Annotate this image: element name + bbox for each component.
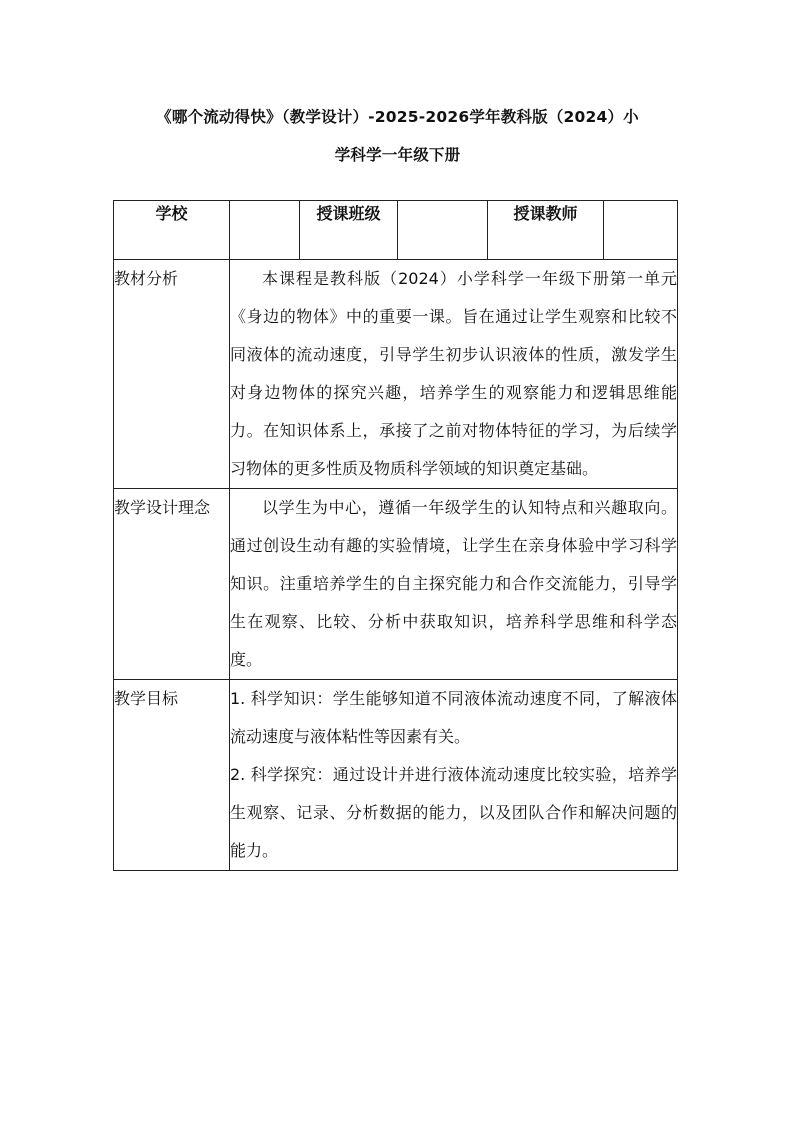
class-label: 授课班级 <box>300 201 398 260</box>
teacher-label: 授课教师 <box>488 201 604 260</box>
analysis-text: 本课程是教科版（2024）小学科学一年级下册第一单元《身边的物体》中的重要一课。旨在通过让学生观察和比较不同液体的流动速度，引导学生初步认识液体的性质，激发学生对身边物体的探究兴趣，培养学生的观察能力和逻辑思维能力。在知识体系上，承接了之前对物体特征的学习，为后续学习物体的更多性质及物质科学领域的知识奠定基础。 <box>230 269 677 478</box>
header-row <box>114 201 678 260</box>
title-line-2: 学科学一年级下册 <box>334 146 461 164</box>
analysis-row <box>114 260 678 489</box>
school-value <box>230 201 300 260</box>
analysis-label: 教材分析 <box>114 260 230 489</box>
lesson-plan-table <box>113 200 678 871</box>
class-value <box>398 201 488 260</box>
goal-item-2: 2. 科学探究：通过设计并进行液体流动速度比较实验，培养学生观察、记录、分析数据的能力，以及团队合作和解决问题的能力。 <box>230 765 677 860</box>
teacher-value <box>604 201 678 260</box>
school-label: 学校 <box>114 201 230 260</box>
goal-item-1: 1. 科学知识：学生能够知道不同液体流动速度不同，了解液体流动速度与液体粘性等因素有关。 <box>230 689 677 746</box>
philosophy-row <box>114 489 678 680</box>
goals-cell <box>230 680 678 871</box>
analysis-cell <box>230 260 678 489</box>
goals-row <box>114 680 678 871</box>
philosophy-text: 以学生为中心，遵循一年级学生的认知特点和兴趣取向。通过创设生动有趣的实验情境，让学生在亲身体验中学习科学知识。注重培养学生的自主探究能力和合作交流能力，引导学生在观察、比较、分析中获取知识，培养科学思维和科学态度。 <box>230 498 677 669</box>
document-title <box>110 98 685 174</box>
title-line-1: 《哪个流动得快》（教学设计）-2025-2026学年教科版（2024）小 <box>156 108 639 126</box>
philosophy-cell <box>230 489 678 680</box>
goals-label: 教学目标 <box>114 680 230 871</box>
philosophy-label: 教学设计理念 <box>114 489 230 680</box>
